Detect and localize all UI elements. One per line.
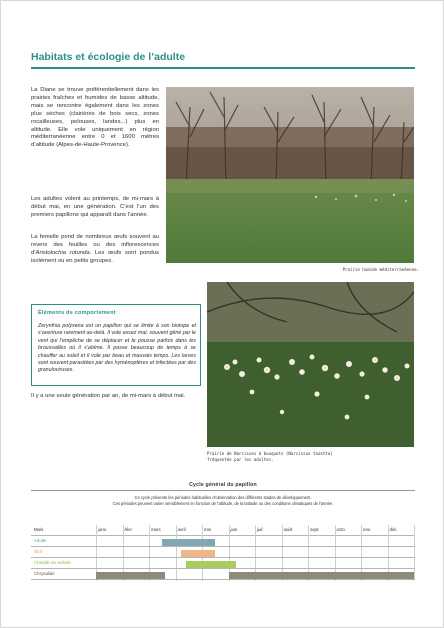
meadow-photo-caption: Prairie humide méditerranéenne. xyxy=(342,267,419,272)
meadow-photo xyxy=(166,87,414,263)
calendar-period-bar xyxy=(162,539,215,546)
calendar-month-label: octo. xyxy=(336,527,347,532)
calendar-stage-row xyxy=(31,569,415,580)
calendar-month-label: sept. xyxy=(310,527,320,532)
paragraph-egg-laying-start: La femelle pond de nombreux œufs souvent au revers des feuilles ou des inflorescences d’ xyxy=(31,234,159,256)
calendar-period-bar xyxy=(96,572,165,579)
title-divider xyxy=(31,67,415,69)
behaviour-box xyxy=(31,304,201,386)
cycle-description-line2: Ces périodes peuvent varier sensiblement en fonction de l’altitude, de la latitude ou des conditions climatiques de l’année. xyxy=(112,500,334,506)
life-cycle-calendar xyxy=(31,525,415,580)
calendar-month-label: juil. xyxy=(257,527,264,532)
calendar-stage-label: Chenille en activité xyxy=(34,560,71,565)
narcissus-caption-line1: Prairie de Narcisses à bouquets (Narcissus tazetta) xyxy=(207,451,333,456)
paragraph-egg-laying-end: . Les œufs sont pondus isolément ou en petits groupes. xyxy=(31,249,159,264)
calendar-month-label: nov. xyxy=(363,527,371,532)
calendar-period-bar xyxy=(229,572,415,579)
cycle-description-line1: Ce cycle présente les périodes habituelles d’observation des différents stades de développement. xyxy=(134,495,312,500)
calendar-period-bar xyxy=(181,550,215,557)
calendar-month-label: avril xyxy=(177,527,186,532)
behaviour-box-title: Éléments de comportement xyxy=(38,310,116,316)
paragraph-flight-period: Les adultes volent au printemps, de mi-mars à début mai, en une génération. C’est l’un des premiers papillons qui apparaît dans l’année. xyxy=(31,196,159,218)
paragraph-generation: Il y a une seule génération par an, de mi-mars à début mai. xyxy=(31,393,186,399)
behaviour-box-text: Zerynthia polyxena est un papillon qui se limite à son biotope et s’aventure rarement au-delà. Il vole assez mal, souvent gêné par le vent qui l’empêche de se déplacer et le pousse parfois dans les broussailles où il s’abîme. Il passe beaucoup de temps à se chauffer au soleil et il vole par beau et mauvais temps. Les larves sont souvent parasitées par des hyménoptères et infectées par des granuloviruses. xyxy=(38,323,196,374)
section-title: Habitats et écologie de l’adulte xyxy=(31,51,186,63)
calendar-months-label: Mois xyxy=(34,527,44,532)
paragraph-habitat: La Diane se trouve préférentiellement dans les prairies fraîches et humides de basse altitude, mais se rencontre également dans les zones plus sèches (clairières de bois secs, zones rocailleuses, pelouses, landes...) plus en altitude. Elle vole uniquement en région méditerranéenne entre 0 et 1600 mètres d’altitude (Alpes-de-Haute-Provence). xyxy=(31,87,159,149)
calendar-month-label: mars xyxy=(151,527,161,532)
calendar-stage-row xyxy=(31,547,415,558)
calendar-stage-row xyxy=(31,558,415,569)
calendar-month-label: janv. xyxy=(98,527,107,532)
paragraph-egg-laying xyxy=(31,234,159,266)
narcissus-photo-caption xyxy=(207,451,367,462)
calendar-month-label: juin xyxy=(230,527,238,532)
calendar-month-label: mai xyxy=(204,527,212,532)
cycle-title: Cycle général du papillon xyxy=(189,482,257,488)
calendar-stage-label: Œuf xyxy=(34,549,43,554)
calendar-month-label: févr. xyxy=(124,527,133,532)
calendar-header-row xyxy=(31,525,415,536)
calendar-stage-row xyxy=(31,536,415,547)
narcissus-caption-line2: fréquentée par les adultes. xyxy=(207,456,274,462)
plant-name: Aristolochia rotunda xyxy=(35,249,90,256)
calendar-month-label: août xyxy=(283,527,293,532)
calendar-month-label: déc. xyxy=(389,527,398,532)
calendar-stage-label: Adulte xyxy=(34,538,47,543)
calendar-stage-label: Chrysalide xyxy=(34,571,55,576)
cycle-description xyxy=(61,495,385,506)
calendar-period-bar xyxy=(186,561,236,568)
cycle-divider xyxy=(31,490,415,491)
narcissus-photo xyxy=(207,282,414,447)
